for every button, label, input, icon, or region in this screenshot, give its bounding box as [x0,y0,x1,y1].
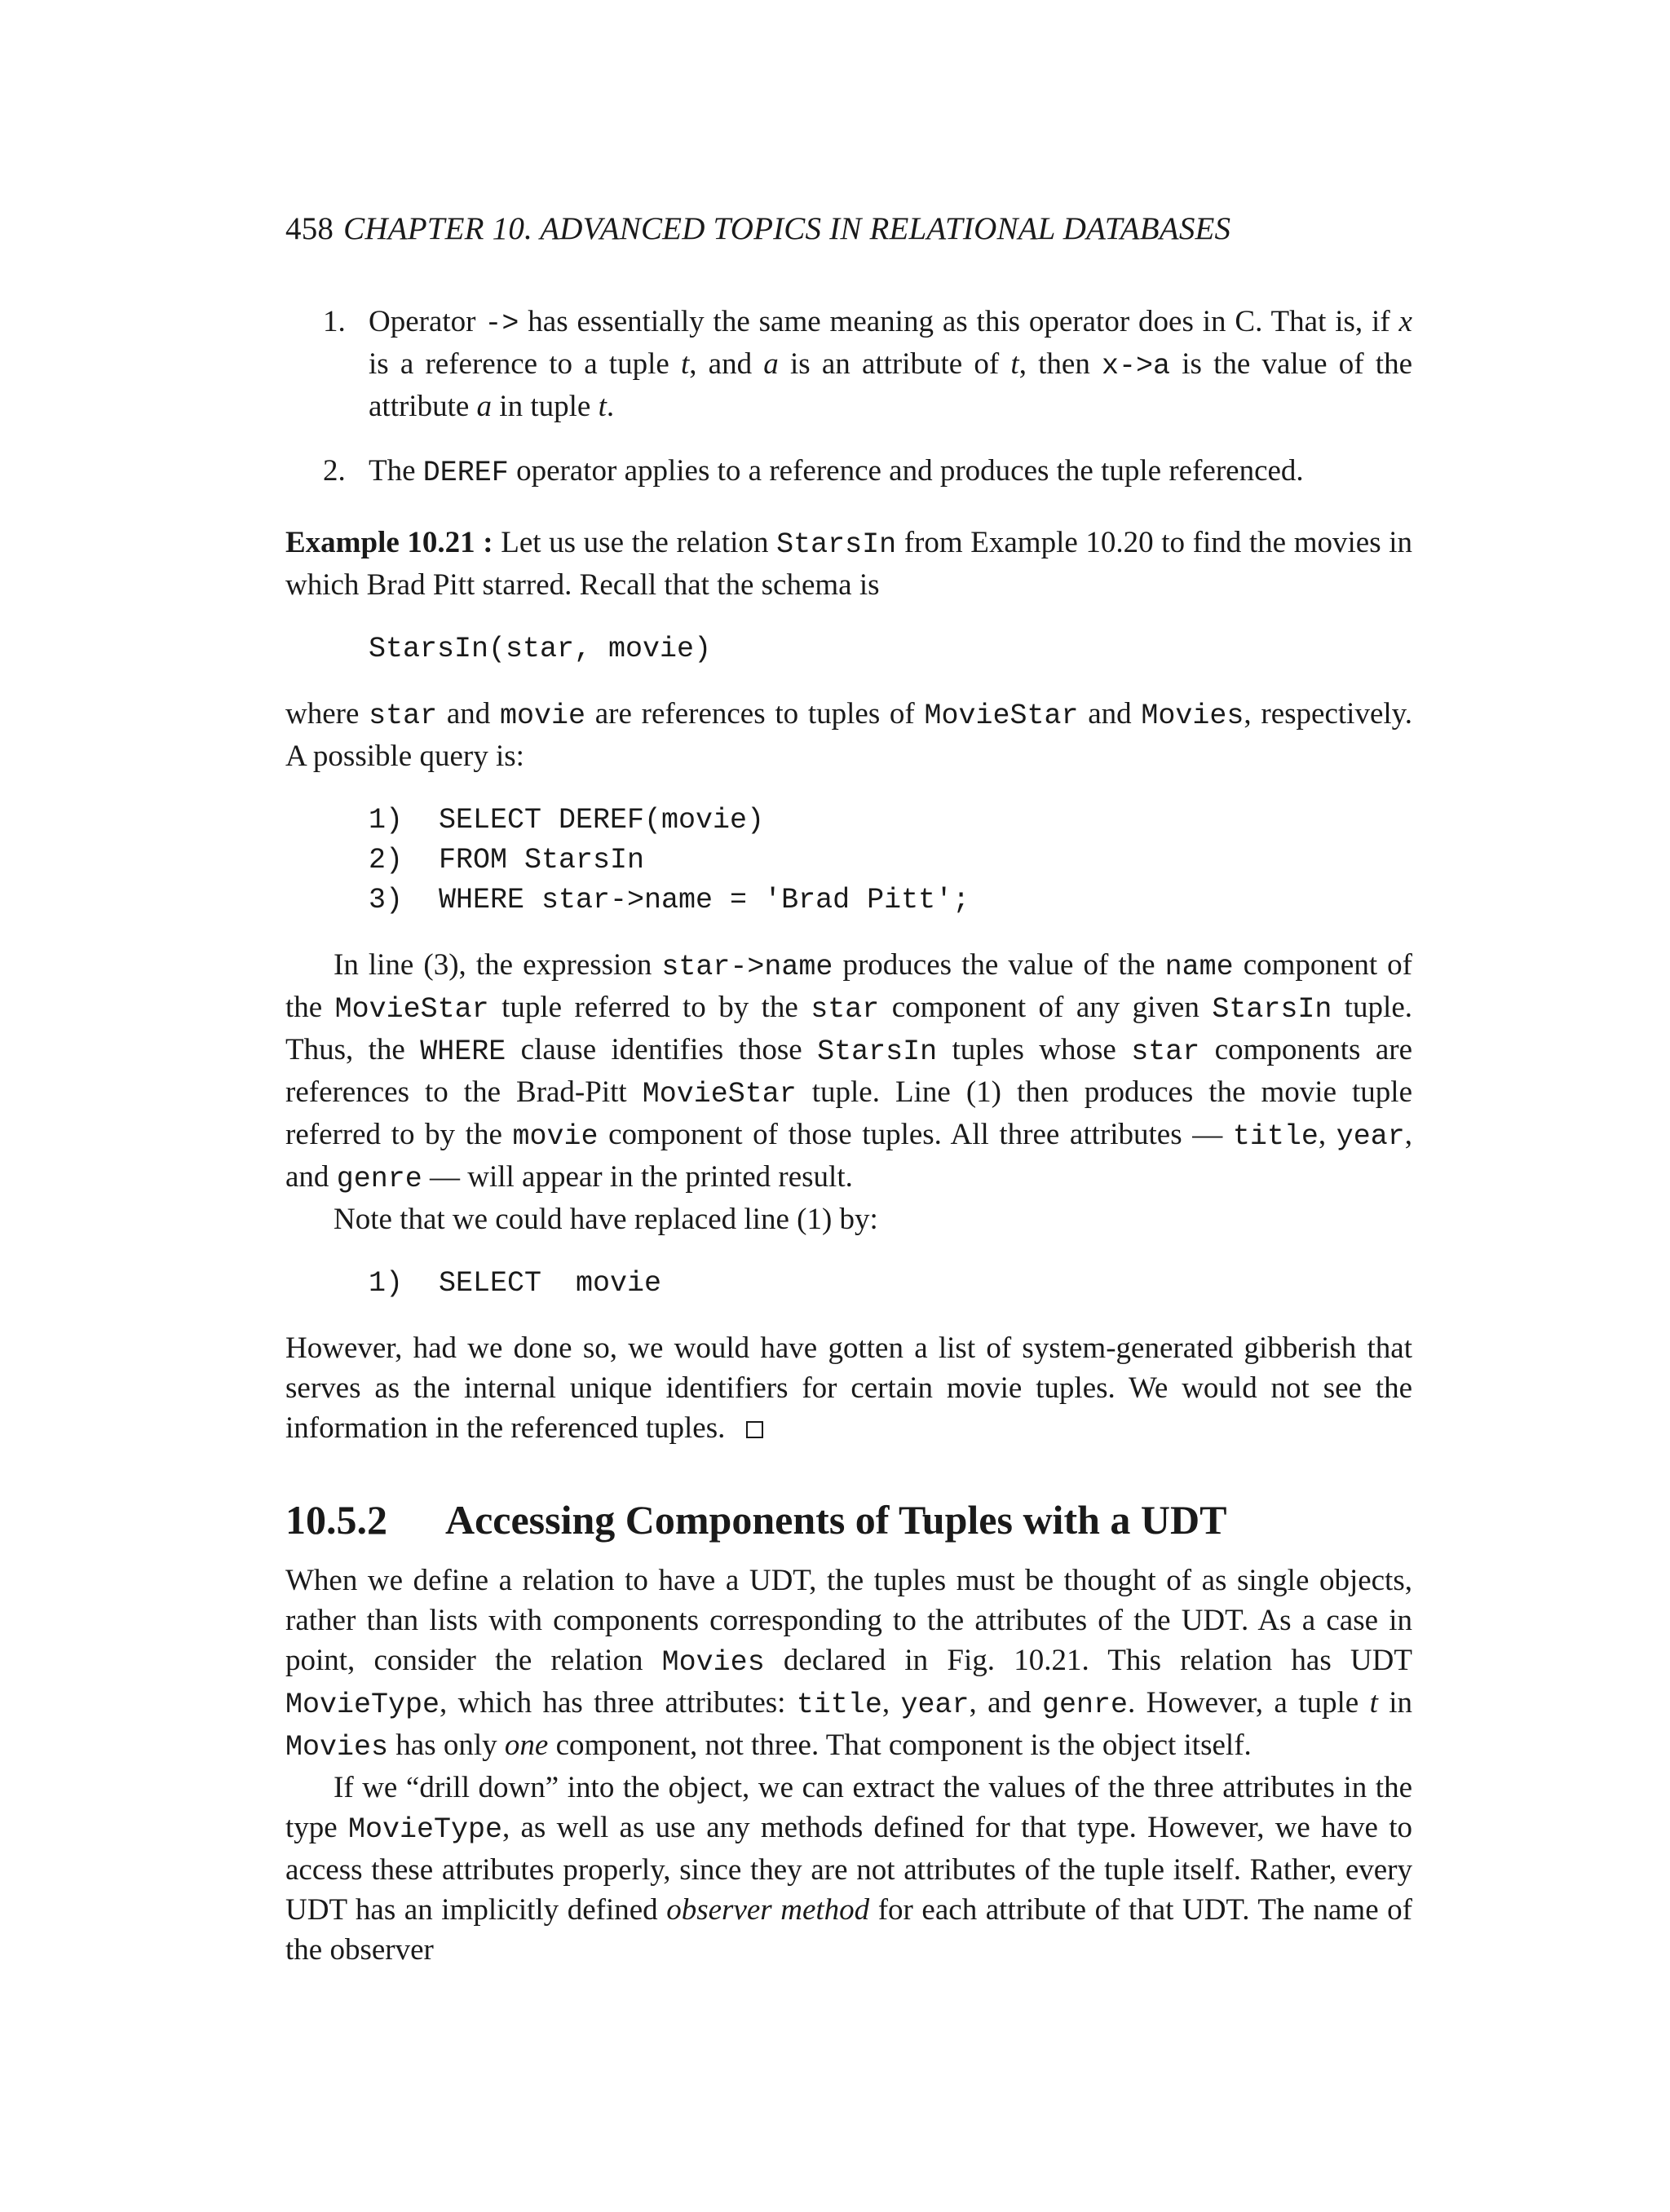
text: produces the value of the [833,948,1165,982]
math-var: t [1369,1686,1378,1720]
text: tuple. Thus, the [285,991,1413,1066]
line-number: 1) [369,804,404,837]
code-term: StarsIn [1212,993,1332,1026]
list-item [285,302,1412,426]
query-code [369,801,1412,921]
emphasis: observer method [666,1893,870,1927]
text: , and [689,347,764,381]
code-term: star [1131,1035,1200,1068]
code-term: star [369,700,438,732]
line-number: 1) [369,1267,404,1300]
list-marker: 1. [323,305,346,338]
however-paragraph [285,1328,1412,1448]
code-term: movie [500,700,586,732]
code-line: SELECT movie [439,1267,662,1300]
text: component of those tuples. All three attributes — [598,1118,1233,1151]
text: component, not three. That component is the object itself. [548,1729,1252,1762]
running-header [285,210,1230,247]
code-line: WHERE star->name = 'Brad Pitt'; [439,884,970,916]
code-term: Movies [1141,700,1244,732]
text: components are references to the Brad-Pitt [285,1033,1413,1109]
math-var: t [598,390,607,423]
text: and [437,697,500,731]
math-var: x [1398,305,1412,338]
text: If we “drill down” into the object, we can extract the values of the three attributes in the type [285,1771,1412,1844]
text: is the value of the attribute [369,347,1412,423]
section-heading [285,1495,1412,1544]
text: and [1078,697,1142,731]
math-var: a [476,390,493,423]
text: tuples whose [937,1033,1132,1066]
list-item [285,451,1412,493]
end-of-example-icon [746,1421,763,1438]
text: , and [285,1118,1413,1194]
text: from Example 10.20 to find the movies in which Brad Pitt starred. Recall that the schema is [285,526,1413,602]
math-var: t [1010,347,1019,381]
text: declared in Fig. 10.21. This relation has UDT [764,1644,1412,1677]
line-number: 2) [369,844,404,876]
text: has only [388,1729,505,1762]
text: component of the [285,948,1412,1024]
text: Let us use the relation [493,526,777,559]
section-number: 10.5.2 [285,1497,387,1543]
math-var: t [680,347,690,381]
code-term: WHERE [420,1035,506,1068]
line3-paragraph [285,945,1412,1199]
text: — will appear in the printed result. [422,1160,853,1194]
code-term: Movies [285,1731,389,1764]
text: , as well as use any methods defined for that type. However, we have to access these attributes properly, since they are not attributes of the tuple itself. Rather, every UDT has an implicitly defined [285,1811,1413,1927]
example-label: Example 10.21 : [285,526,493,559]
alt-select-code [369,1264,1412,1304]
note-paragraph: Note that we could have replaced line (1) by: [334,1203,878,1236]
text: clause identifies those [506,1033,818,1066]
text: Operator [369,305,485,338]
udt-paragraph [285,1561,1412,1768]
text: . [606,390,615,423]
text: has essentially the same meaning as this operator does in C. That is, if [519,305,1399,338]
text: , and [969,1686,1042,1720]
text: in tuple [492,390,599,423]
code-term: title [796,1689,882,1721]
text: where [285,697,369,731]
text: , which has three attributes: [440,1686,797,1720]
emphasis: one [504,1729,549,1762]
text: for each attribute of that UDT. The name of the observer [285,1893,1412,1967]
text: , [1318,1118,1336,1151]
code-term: MovieStar [334,993,489,1026]
code-term: -> [484,307,519,340]
running-title: CHAPTER 10. ADVANCED TOPICS IN RELATIONAL DATABASES [343,211,1231,246]
text: , then [1018,347,1102,381]
text: The [369,454,423,488]
schema-code: StarsIn(star, movie) [369,633,712,665]
code-term: movie [512,1120,599,1153]
code-line: SELECT DEREF(movie) [439,804,765,837]
text: is a reference to a tuple [369,347,681,381]
example-paragraph [285,523,1412,605]
text: operator applies to a reference and produces the tuple referenced. [508,454,1304,488]
where-paragraph [285,694,1412,776]
code-term: MovieType [347,1813,502,1846]
math-var: a [763,347,779,381]
text: tuple. Line (1) then produces the movie tuple referred to by the [285,1075,1412,1151]
page-number: 458 [285,211,334,246]
text: in [1377,1686,1413,1720]
code-term: MovieType [285,1689,440,1721]
drill-paragraph [285,1768,1412,1970]
text: However, had we done so, we would have gotten a list of system-generated gibberish that serves as the internal unique identifiers for certain movie tuples. We would not see the information in the referenced tuples. [285,1331,1412,1445]
code-term: genre [1041,1689,1128,1721]
page-body [285,302,1412,1970]
code-term: Movies [661,1646,765,1679]
text: component of any given [879,991,1213,1024]
text: When we define a relation to have a UDT, the tuples must be thought of as single objects, rather than lists with components corresponding to the attributes of the UDT. As a case in point, consider the relation [285,1564,1412,1677]
text: In line (3), the expression [334,948,662,982]
text: , respectively. A possible query is: [285,697,1412,773]
text: , [881,1686,901,1720]
code-term: StarsIn [776,528,897,561]
code-term: genre [336,1163,422,1195]
text: tuple referred to by the [488,991,811,1024]
code-term: year [1336,1120,1405,1153]
code-term: MovieStar [924,700,1079,732]
code-term: name [1164,951,1234,983]
code-term: year [900,1689,970,1721]
code-term: star [811,993,880,1026]
operator-list [285,302,1412,493]
code-term: star->name [661,951,833,983]
list-marker: 2. [323,454,346,488]
code-line: FROM StarsIn [439,844,645,876]
code-term: MovieStar [642,1078,797,1110]
code-term: StarsIn [817,1035,938,1068]
text: is an attribute of [778,347,1011,381]
text: . However, a tuple [1128,1686,1370,1720]
code-term: title [1232,1120,1319,1153]
code-term: x->a [1102,350,1171,382]
code-term: DEREF [422,457,509,489]
section-title: Accessing Components of Tuples with a UDT [445,1497,1227,1543]
text: are references to tuples of [585,697,925,731]
line-number: 3) [369,884,404,916]
